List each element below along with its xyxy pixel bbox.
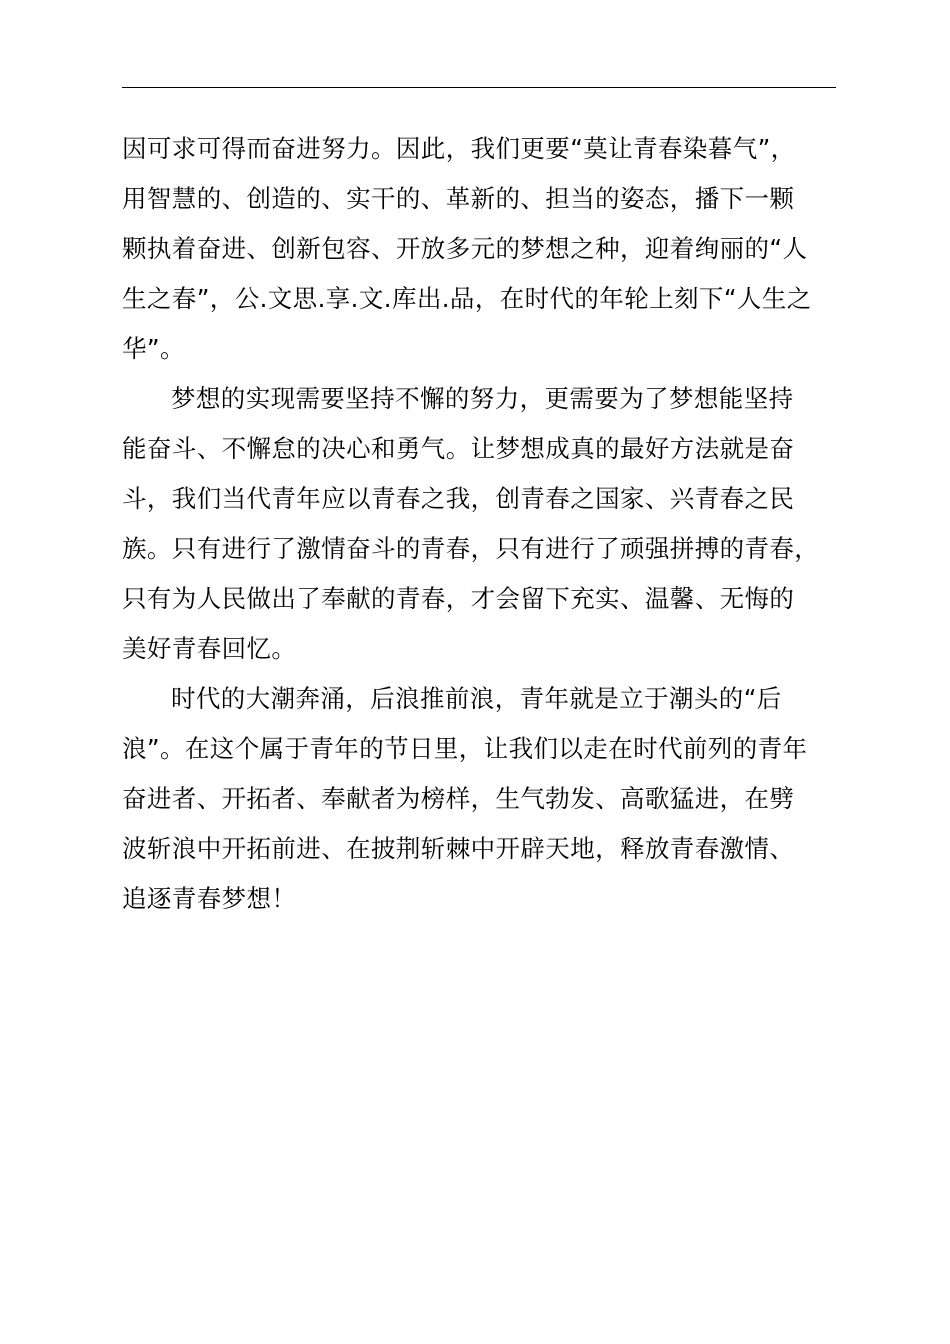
text-line: 华”。 [122, 334, 185, 363]
document-body [122, 124, 862, 924]
paragraph-start-line: 梦想的实现需要坚持不懈的努力，更需要为了梦想能坚持 [171, 384, 794, 413]
text-line: 奋进者、开拓者、奉献者为榜样，生气勃发、高歌猛进，在劈 [122, 784, 795, 813]
text-line: 只有为人民做出了奉献的青春，才会留下充实、温馨、无悔的 [122, 584, 795, 613]
text-line: 颗执着奋进、创新包容、开放多元的梦想之种，迎着绚丽的“人 [122, 234, 808, 263]
text-line: 族。只有进行了激情奋斗的青春，只有进行了顽强拼搏的青春， [122, 534, 820, 563]
text-line: 因可求可得而奋进努力。因此，我们更要“莫让青春染暮气”， [122, 134, 796, 163]
text-line: 美好青春回忆。 [122, 634, 297, 663]
text-line: 能奋斗、不懈怠的决心和勇气。让梦想成真的最好方法就是奋 [122, 434, 795, 463]
text-line: 用智慧的、创造的、实干的、革新的、担当的姿态，播下一颗 [122, 184, 795, 213]
text-line: 追逐青春梦想！ [122, 884, 297, 913]
header-rule [122, 87, 836, 88]
text-line: 斗，我们当代青年应以青春之我，创青春之国家、兴青春之民 [122, 484, 795, 513]
paragraph-start-line: 时代的大潮奔涌，后浪推前浪，青年就是立于潮头的“后 [171, 684, 782, 713]
text-line: 生之春”，公.文思.享.文.库出.品，在时代的年轮上刻下“人生之 [122, 284, 812, 313]
text-line: 波斩浪中开拓前进、在披荆斩棘中开辟天地，释放青春激情、 [122, 834, 795, 863]
text-line: 浪”。在这个属于青年的节日里，让我们以走在时代前列的青年 [122, 734, 808, 763]
